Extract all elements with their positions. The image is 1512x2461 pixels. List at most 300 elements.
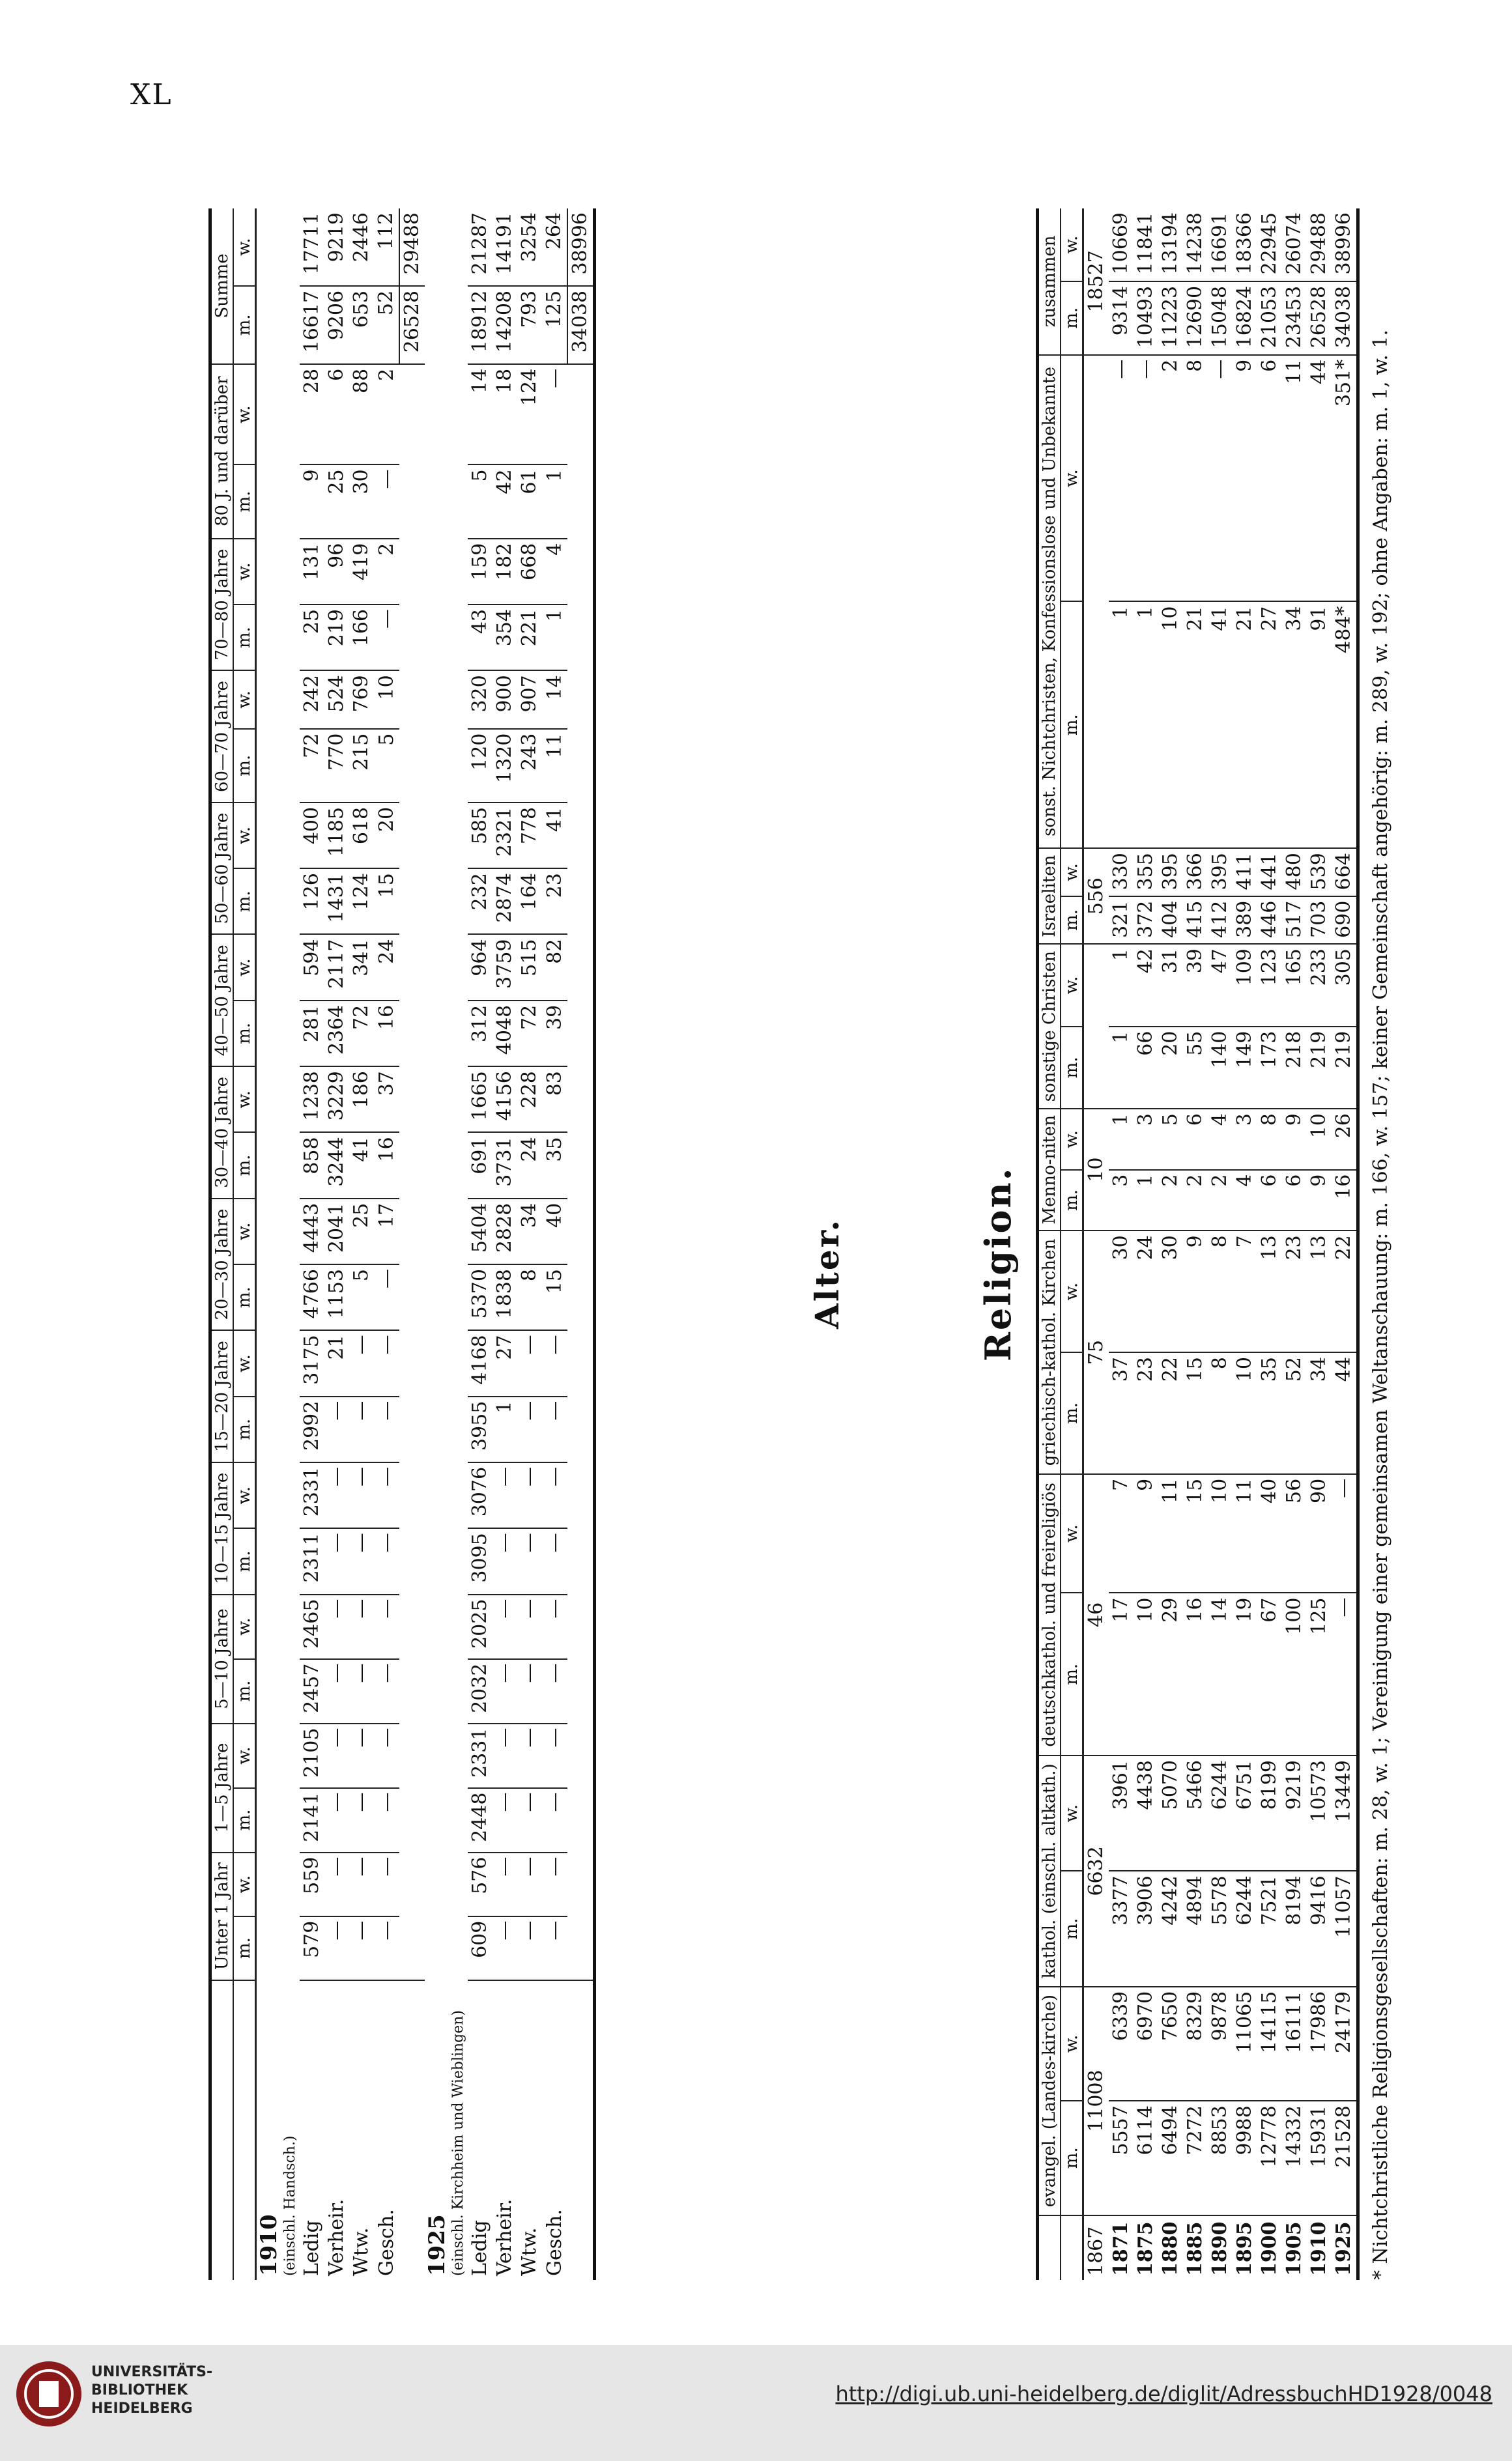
religion-cell: 1 <box>1109 601 1134 848</box>
alter-cell: 11 <box>542 729 567 803</box>
religion-cell: 6494 <box>1158 2101 1183 2215</box>
alter-cell: — <box>517 1462 542 1528</box>
alter-row-label: Ledig <box>300 2220 323 2276</box>
religion-cell: 8 <box>1183 355 1208 602</box>
alter-cell: — <box>492 1528 517 1594</box>
alter-cell: 24 <box>374 935 399 1001</box>
religion-cell: 9416 <box>1307 1871 1332 1986</box>
alter-cell: 23 <box>542 868 567 934</box>
religion-cell: 35 <box>1257 1352 1282 1474</box>
table-row <box>1233 208 1257 2280</box>
alter-cell: — <box>374 464 399 538</box>
alter-cell: 3244 <box>324 1132 349 1198</box>
alter-cell: 618 <box>349 803 374 868</box>
religion-cell: 446 <box>1257 896 1282 944</box>
religion-cell: 17 <box>1109 1593 1134 1756</box>
table-row <box>542 208 567 2280</box>
religion-cell: 5070 <box>1158 1756 1183 1871</box>
religion-cell: 7272 <box>1183 2101 1208 2215</box>
alter-table-body <box>256 208 595 2280</box>
table-row <box>1109 208 1134 2280</box>
religion-cell: 13 <box>1307 1230 1332 1352</box>
religion-cell: 41 <box>1208 601 1233 848</box>
religion-cell: 5 <box>1158 1109 1183 1170</box>
alter-sex-header-w: w. <box>233 1066 256 1132</box>
religion-cell: 9219 <box>1282 1756 1307 1871</box>
alter-table-header <box>210 208 256 2280</box>
religion-corner-cell <box>1061 2215 1083 2280</box>
religion-cell: 16111 <box>1282 1987 1307 2101</box>
alter-cell: 18 <box>492 364 517 465</box>
alter-cell: 125 <box>542 286 567 364</box>
religion-cell: 91 <box>1307 601 1332 848</box>
religion-sex-header-m: m. <box>1061 1027 1083 1109</box>
alter-sex-header-w: w. <box>233 803 256 868</box>
alter-cell: 3175 <box>300 1330 324 1396</box>
alter-cell: 1185 <box>324 803 349 868</box>
alter-cell: 96 <box>324 539 349 605</box>
religion-cell: 26528 <box>1307 281 1332 355</box>
alter-age-group-header: 1—5 Jahre <box>210 1724 234 1853</box>
alter-sex-header-w: w. <box>233 364 256 465</box>
alter-cell: — <box>492 1659 517 1724</box>
alter-year-note: (einschl. Kirchheim und Wieblingen) <box>450 2010 466 2276</box>
religion-1867-combined-cell: 10 <box>1083 1109 1109 1230</box>
alter-cell: 124 <box>349 868 374 934</box>
religion-cell: 480 <box>1282 848 1307 896</box>
alter-cell: — <box>492 1916 517 1980</box>
religion-year-label: 1880 <box>1159 2221 1182 2276</box>
religion-cell: 4438 <box>1134 1756 1158 1871</box>
alter-cell: 668 <box>517 539 542 605</box>
alter-cell: 3254 <box>517 208 542 286</box>
religion-cell: 3961 <box>1109 1756 1134 1871</box>
alter-cell: 3759 <box>492 935 517 1001</box>
religion-cell: 10 <box>1134 1593 1158 1756</box>
religion-group-header: evangel. (Landes-kirche) <box>1038 1987 1061 2215</box>
alter-sex-header-w: w. <box>233 1199 256 1264</box>
alter-cell: — <box>517 1595 542 1659</box>
alter-cell: 2 <box>374 539 399 605</box>
alter-cell: — <box>517 1659 542 1724</box>
religion-cell: 7521 <box>1257 1871 1282 1986</box>
alter-cell: 83 <box>542 1066 567 1132</box>
religion-cell: 38996 <box>1332 208 1358 281</box>
source-url-link[interactable]: http://digi.ub.uni-heidelberg.de/diglit/AdressbuchHD1928/0048 <box>835 2382 1492 2406</box>
religion-cell: 1 <box>1109 944 1134 1027</box>
religion-cell: 23453 <box>1282 281 1307 355</box>
religion-cell: 11057 <box>1332 1871 1358 1986</box>
alter-cell: 15 <box>374 868 399 934</box>
religion-group-header: griechisch-kathol. Kirchen <box>1038 1230 1061 1474</box>
religion-cell: 26 <box>1332 1109 1358 1170</box>
alter-cell: 3955 <box>468 1397 492 1462</box>
alter-cell: 166 <box>349 605 374 670</box>
alter-cell: 341 <box>349 935 374 1001</box>
religion-sex-header-m: m. <box>1061 1871 1083 1986</box>
alter-cell: 400 <box>300 803 324 868</box>
alter-cell: 585 <box>468 803 492 868</box>
alter-cell: 8 <box>517 1264 542 1330</box>
alter-cell: — <box>349 1462 374 1528</box>
alter-cell: 793 <box>517 286 542 364</box>
religion-cell: 4894 <box>1183 1871 1208 1986</box>
alter-cell: — <box>349 1788 374 1853</box>
alter-cell: 242 <box>300 670 324 728</box>
religion-year-label: 1875 <box>1134 2221 1157 2276</box>
religion-1867-combined-cell: 75 <box>1083 1230 1109 1474</box>
alter-cell: 1665 <box>468 1066 492 1132</box>
alter-cell: — <box>349 1659 374 1724</box>
religion-cell: 52 <box>1282 1352 1307 1474</box>
alter-cell: 691 <box>468 1132 492 1198</box>
religion-year-label: 1895 <box>1233 2221 1256 2276</box>
religion-sex-header-w: w. <box>1061 355 1083 602</box>
religion-sex-header-w: w. <box>1061 208 1083 281</box>
religion-sex-header-w: w. <box>1061 944 1083 1027</box>
table-row <box>1307 208 1332 2280</box>
alter-cell: 1153 <box>324 1264 349 1330</box>
alter-sex-header-m: m. <box>233 729 256 803</box>
alter-cell: — <box>517 1853 542 1916</box>
religion-group-header: kathol. (einschl. altkath.) <box>1038 1756 1061 1987</box>
alter-year-filler <box>256 208 282 1980</box>
religion-cell: 30 <box>1158 1230 1183 1352</box>
religion-cell: 30 <box>1109 1230 1134 1352</box>
religion-cell: 31 <box>1158 944 1183 1027</box>
religion-cell: 165 <box>1282 944 1307 1027</box>
rotated-sheet <box>130 91 1433 2306</box>
alter-cell: — <box>517 1528 542 1594</box>
religion-cell: 9 <box>1183 1230 1208 1352</box>
alter-cell: — <box>492 1724 517 1788</box>
religion-table-header <box>1038 208 1083 2280</box>
alter-cell: — <box>349 1853 374 1916</box>
alter-cell: 3095 <box>468 1528 492 1594</box>
alter-total-row <box>399 208 425 2280</box>
religion-cell: 22 <box>1158 1352 1183 1474</box>
alter-cell: — <box>492 1788 517 1853</box>
religion-cell: 395 <box>1158 848 1183 896</box>
alter-sex-header-m: m. <box>233 1659 256 1724</box>
alter-age-group-header: 80 J. und darüber <box>210 364 234 539</box>
religion-cell: 8194 <box>1282 1871 1307 1986</box>
alter-cell: — <box>349 1528 374 1594</box>
alter-cell: 124 <box>517 364 542 465</box>
religion-table-body <box>1083 208 1358 2280</box>
alter-cell: 40 <box>542 1199 567 1264</box>
alter-cell: — <box>517 1916 542 1980</box>
alter-cell: 858 <box>300 1132 324 1198</box>
alter-cell: 30 <box>349 464 374 538</box>
table-row <box>1208 208 1233 2280</box>
alter-total-m: 34038 <box>567 286 595 364</box>
alter-cell: 72 <box>517 1001 542 1066</box>
alter-cell: 907 <box>517 670 542 728</box>
alter-cell: 25 <box>300 605 324 670</box>
alter-cell: 312 <box>468 1001 492 1066</box>
religion-cell: 100 <box>1282 1593 1307 1756</box>
alter-year-note-row <box>281 208 300 2280</box>
alter-cell: — <box>324 1397 349 1462</box>
religion-cell: 1 <box>1109 1027 1134 1109</box>
alter-cell: — <box>542 364 567 465</box>
alter-row-label: Verheir. <box>493 2198 516 2276</box>
religion-sex-header-m: m. <box>1061 896 1083 944</box>
religion-cell: 34038 <box>1332 281 1358 355</box>
alter-cell: — <box>374 1853 399 1916</box>
alter-cell: 164 <box>517 868 542 934</box>
alter-cell: 2448 <box>468 1788 492 1853</box>
religion-cell: 8 <box>1208 1352 1233 1474</box>
alter-cell: 21 <box>324 1330 349 1396</box>
religion-cell: 18366 <box>1233 208 1257 281</box>
religion-cell: 366 <box>1183 848 1208 896</box>
religion-cell: 703 <box>1307 896 1332 944</box>
alter-cell: 769 <box>349 670 374 728</box>
alter-age-group-header: 40—50 Jahre <box>210 935 234 1067</box>
religion-cell: 21053 <box>1257 281 1282 355</box>
religion-cell: 8199 <box>1257 1756 1282 1871</box>
alter-cell: 1 <box>542 605 567 670</box>
alter-cell: 770 <box>324 729 349 803</box>
religion-cell: 14115 <box>1257 1987 1282 2101</box>
alter-cell: 15 <box>542 1264 567 1330</box>
alter-header-row <box>210 208 234 2280</box>
religion-cell: 3906 <box>1134 1871 1158 1986</box>
religion-cell: 233 <box>1307 944 1332 1027</box>
religion-cell: 44 <box>1307 355 1332 602</box>
religion-cell: 90 <box>1307 1474 1332 1593</box>
alter-cell: — <box>542 1462 567 1528</box>
religion-corner-cell <box>1038 2215 1061 2280</box>
religion-cell: 40 <box>1257 1474 1282 1593</box>
alter-cell: — <box>374 1330 399 1396</box>
religion-cell: 16 <box>1183 1593 1208 1756</box>
religion-cell: 404 <box>1158 896 1183 944</box>
alter-cell: — <box>324 1916 349 1980</box>
alter-cell: 61 <box>517 464 542 538</box>
alter-age-group-header: 5—10 Jahre <box>210 1595 234 1724</box>
alter-cell: — <box>349 1330 374 1396</box>
religion-1867-combined-cell: 6632 <box>1083 1756 1109 1987</box>
alter-total-label-empty <box>399 1980 425 2280</box>
alter-cell: 18912 <box>468 286 492 364</box>
religion-cell: 1 <box>1109 1109 1134 1170</box>
alter-cell: 320 <box>468 670 492 728</box>
table-row <box>492 208 517 2280</box>
alter-cell: 2331 <box>468 1724 492 1788</box>
religion-cell: 55 <box>1183 1027 1208 1109</box>
alter-cell: 41 <box>349 1132 374 1198</box>
religion-cell: 690 <box>1332 896 1358 944</box>
alter-corner-cell <box>210 1980 234 2280</box>
alter-cell: 72 <box>300 729 324 803</box>
alter-cell: — <box>517 1330 542 1396</box>
religion-cell: 9988 <box>1233 2101 1257 2215</box>
religion-cell: 37 <box>1109 1352 1134 1474</box>
alter-sex-header-m: m. <box>233 464 256 538</box>
religion-cell: 8329 <box>1183 1987 1208 2101</box>
alter-cell: — <box>492 1462 517 1528</box>
religion-cell: 44 <box>1332 1352 1358 1474</box>
religion-cell: 22 <box>1332 1230 1358 1352</box>
religion-1867-combined-cell: 11008 <box>1083 1987 1109 2215</box>
religion-cell: 20 <box>1158 1027 1183 1109</box>
alter-cell: 2032 <box>468 1659 492 1724</box>
religion-cell: 15 <box>1183 1352 1208 1474</box>
religion-sex-header-m: m. <box>1061 1352 1083 1474</box>
alter-cell: 24 <box>517 1132 542 1198</box>
alter-cell: — <box>542 1397 567 1462</box>
alter-cell: — <box>517 1788 542 1853</box>
alter-cell: 16617 <box>300 286 324 364</box>
alter-total-row <box>567 208 595 2280</box>
alter-cell: 4048 <box>492 1001 517 1066</box>
table-row <box>1158 208 1183 2280</box>
alter-cell: 2364 <box>324 1001 349 1066</box>
alter-cell: 16 <box>374 1132 399 1198</box>
religion-cell: 5466 <box>1183 1756 1208 1871</box>
religion-cell: 109 <box>1233 944 1257 1027</box>
religion-year-label: 1890 <box>1208 2221 1231 2276</box>
alter-cell: 2321 <box>492 803 517 868</box>
alter-cell: 1 <box>492 1397 517 1462</box>
religion-cell: 351* <box>1332 355 1358 602</box>
religion-cell: 218 <box>1282 1027 1307 1109</box>
religion-cell: 395 <box>1208 848 1233 896</box>
alter-cell: — <box>542 1659 567 1724</box>
alter-cell: 6 <box>324 364 349 465</box>
alter-cell: 281 <box>300 1001 324 1066</box>
alter-cell: — <box>374 605 399 670</box>
religion-cell: 22945 <box>1257 208 1282 281</box>
alter-total-w: 29488 <box>399 208 425 286</box>
alter-cell: — <box>542 1916 567 1980</box>
religion-header-row <box>1038 208 1061 2280</box>
alter-cell: — <box>517 1724 542 1788</box>
religion-cell: 17986 <box>1307 1987 1332 2101</box>
alter-cell: — <box>374 1528 399 1594</box>
alter-cell: — <box>324 1659 349 1724</box>
alter-cell: 2117 <box>324 935 349 1001</box>
religion-cell: 125 <box>1307 1593 1332 1756</box>
alter-cell: 131 <box>300 539 324 605</box>
alter-cell: 2141 <box>300 1788 324 1853</box>
religion-cell: 9 <box>1233 355 1257 602</box>
religion-cell: 10669 <box>1109 208 1134 281</box>
alter-sex-header-w: w. <box>233 1462 256 1528</box>
alter-section-title: Alter. <box>808 1218 846 1329</box>
religion-sex-header-w: w. <box>1061 1474 1083 1593</box>
alter-cell: 9 <box>300 464 324 538</box>
religion-1867-combined-cell: 18527 <box>1083 208 1109 355</box>
alter-cell: — <box>542 1528 567 1594</box>
alter-total-filler <box>567 364 595 1980</box>
alter-sex-header-w: w. <box>233 1724 256 1788</box>
religion-cell: 26074 <box>1282 208 1307 281</box>
alter-cell: 25 <box>349 1199 374 1264</box>
religion-cell: 330 <box>1109 848 1134 896</box>
religion-cell: 2 <box>1208 1170 1233 1231</box>
religion-sex-header-w: w. <box>1061 1109 1083 1170</box>
alter-age-group-header: 70—80 Jahre <box>210 539 234 671</box>
alter-cell: — <box>324 1788 349 1853</box>
alter-cell: 653 <box>349 286 374 364</box>
religion-cell: 6751 <box>1233 1756 1257 1871</box>
alter-year-filler <box>425 208 449 1980</box>
alter-cell: — <box>542 1330 567 1396</box>
alter-sex-header-m: m. <box>233 1264 256 1330</box>
religion-cell: 66 <box>1134 1027 1158 1109</box>
religion-cell: 6 <box>1257 355 1282 602</box>
religion-sex-header-m: m. <box>1061 2101 1083 2215</box>
alter-note-filler <box>449 208 468 1980</box>
religion-year-label: 1900 <box>1258 2221 1281 2276</box>
religion-cell: 123 <box>1257 944 1282 1027</box>
alter-cell: — <box>374 1595 399 1659</box>
alter-age-group-header: 10—15 Jahre <box>210 1462 234 1595</box>
alter-cell: 17 <box>374 1199 399 1264</box>
alter-cell: 182 <box>492 539 517 605</box>
alter-cell: 4168 <box>468 1330 492 1396</box>
alter-row-label: Wtw. <box>518 2227 541 2276</box>
alter-table <box>208 208 596 2280</box>
religion-cell: 21 <box>1233 601 1257 848</box>
alter-cell: — <box>374 1659 399 1724</box>
religion-cell: 24 <box>1134 1230 1158 1352</box>
alter-cell: — <box>374 1397 399 1462</box>
religion-cell: 16824 <box>1233 281 1257 355</box>
religion-cell: 16 <box>1332 1170 1358 1231</box>
alter-cell: 14 <box>468 364 492 465</box>
table-row <box>349 208 374 2280</box>
religion-cell: 411 <box>1233 848 1257 896</box>
alter-cell: 2 <box>374 364 399 465</box>
religion-cell: 2 <box>1158 355 1183 602</box>
alter-row-label: Gesch. <box>543 2209 566 2276</box>
alter-cell: 2992 <box>300 1397 324 1462</box>
alter-cell: 39 <box>542 1001 567 1066</box>
alter-age-group-header: 50—60 Jahre <box>210 803 234 935</box>
religion-cell: 15048 <box>1208 281 1233 355</box>
alter-sex-header-m: m. <box>233 1916 256 1980</box>
alter-cell: 14191 <box>492 208 517 286</box>
alter-cell: 264 <box>542 208 567 286</box>
alter-cell: 2041 <box>324 1199 349 1264</box>
alter-cell: 9206 <box>324 286 349 364</box>
alter-cell: 34 <box>517 1199 542 1264</box>
alter-cell: 4 <box>542 539 567 605</box>
alter-cell: 4156 <box>492 1066 517 1132</box>
religion-cell: 24179 <box>1332 1987 1358 2101</box>
alter-cell: 82 <box>542 935 567 1001</box>
alter-cell: 524 <box>324 670 349 728</box>
religion-cell: 42 <box>1134 944 1158 1027</box>
alter-cell: 559 <box>300 1853 324 1916</box>
alter-cell: 219 <box>324 605 349 670</box>
religion-cell: 19 <box>1233 1593 1257 1756</box>
alter-cell: — <box>542 1595 567 1659</box>
alter-cell: 4443 <box>300 1199 324 1264</box>
religion-sex-header-row <box>1061 208 1083 2280</box>
alter-sex-header-row <box>233 208 256 2280</box>
alter-cell: 243 <box>517 729 542 803</box>
alter-cell: — <box>324 1462 349 1528</box>
religion-year-label: 1867 <box>1085 2226 1107 2276</box>
religion-group-header: Israeliten <box>1038 848 1061 944</box>
religion-cell: 3 <box>1233 1109 1257 1170</box>
